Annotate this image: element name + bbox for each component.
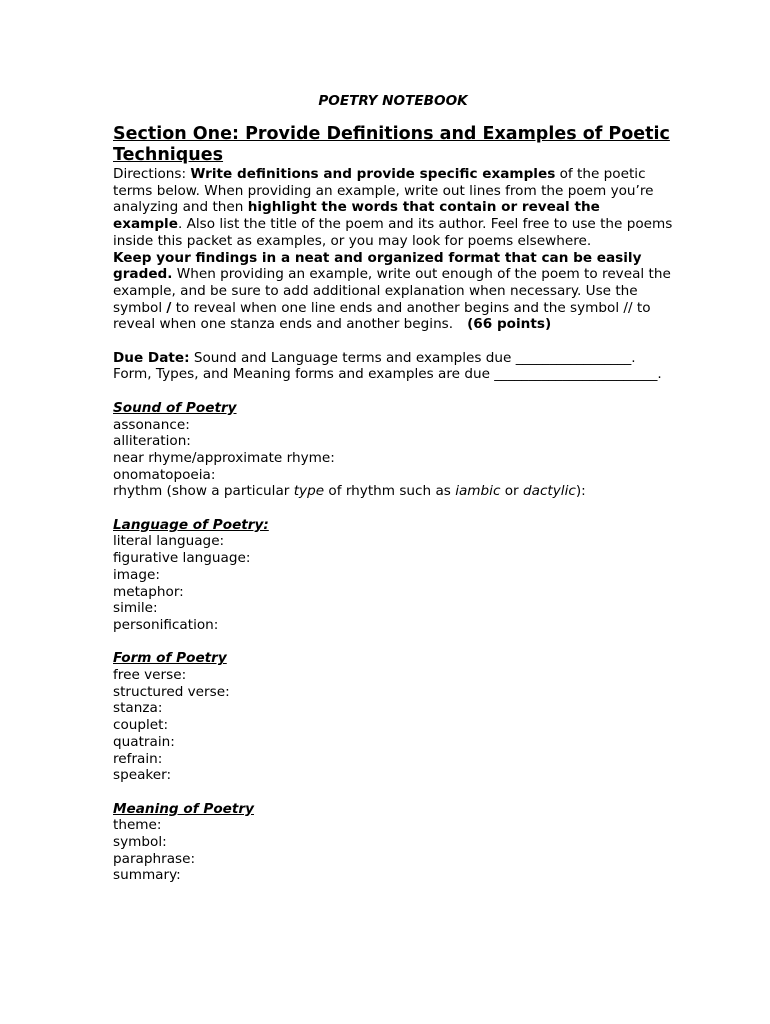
term-quatrain: quatrain: [113, 733, 175, 750]
term-metaphor: metaphor: [113, 583, 184, 600]
spacer [113, 500, 673, 517]
directions-text-1: of the poetic terms below. When providing an example, write out lines from the poem you’re analyzing and then [113, 166, 654, 216]
form-of-poetry-heading: Form of Poetry [113, 650, 227, 667]
term-image: image: [113, 566, 160, 583]
section-one-heading: Section One: Provide Definitions and Examples of Poetic Techniques [113, 124, 670, 165]
term-symbol: symbol: [113, 834, 167, 851]
findings-text-1: When providing an example, write out enough of the poem to reveal the example, and be sure to add additional explanation when necessary. Use the symbol [113, 266, 671, 316]
spacer [113, 784, 673, 801]
language-of-poetry-section [113, 517, 673, 634]
term-summary: summary: [113, 867, 181, 884]
term-assonance: assonance: [113, 416, 190, 433]
document-page [113, 92, 673, 884]
sound-of-poetry-heading: Sound of Poetry [113, 399, 237, 416]
directions-text-2: . Also list the title of the poem and its author. Feel free to use the poems inside this packet as examples, or you may look for poems elsewhere. [113, 216, 673, 249]
term-theme: theme: [113, 817, 162, 834]
rhythm-text-2: of rhythm such as [324, 483, 456, 500]
term-couplet: couplet: [113, 717, 169, 734]
term-refrain: refrain: [113, 750, 163, 767]
term-personification: personification: [113, 616, 219, 633]
directions-emphasis-1: Write definitions and provide specific examples [190, 166, 556, 182]
term-simile: simile: [113, 600, 158, 617]
meaning-of-poetry-section [113, 801, 673, 885]
rhythm-text-4: ): [575, 483, 586, 500]
rhythm-iambic: iambic [455, 483, 501, 500]
term-onomatopoeia: onomatopoeia: [113, 466, 216, 483]
rhythm-dactylic: dactylic [522, 483, 576, 500]
term-near-rhyme: near rhyme/approximate rhyme: [113, 449, 335, 466]
points-value: (66 points) [467, 316, 552, 333]
findings-paragraph [113, 250, 673, 334]
rhythm-text-1: rhythm (show a particular [113, 483, 294, 500]
term-speaker: speaker: [113, 767, 172, 784]
findings-text-2: to reveal when one line ends and another begins and the symbol // to reveal when one stanza ends and another begins. [113, 299, 651, 333]
form-of-poetry-section [113, 650, 673, 784]
term-rhythm [113, 483, 673, 500]
due-date-paragraph [113, 350, 673, 383]
spacer [113, 634, 673, 651]
term-free-verse: free verse: [113, 667, 187, 684]
term-paraphrase: paraphrase: [113, 850, 196, 867]
term-alliteration: alliteration: [113, 433, 191, 450]
sound-of-poetry-section [113, 400, 673, 500]
term-literal-language: literal language: [113, 533, 225, 550]
document-title: POETRY NOTEBOOK [318, 93, 468, 109]
term-stanza: stanza: [113, 700, 163, 717]
directions-label: Directions: [113, 166, 191, 182]
directions-paragraph [113, 166, 673, 250]
term-figurative-language: figurative language: [113, 550, 251, 567]
rhythm-type: type [293, 483, 325, 500]
due-date-label: Due Date: [113, 349, 190, 366]
line-symbol: / [166, 299, 172, 316]
spacer [113, 333, 673, 350]
due-date-text: Sound and Language terms and examples due _________________. Form, Types, and Meaning forms and examples are due ________________________. [113, 349, 662, 383]
term-structured-verse: structured verse: [113, 683, 230, 700]
findings-emphasis: Keep your findings in a neat and organized format that can be easily graded. [113, 249, 642, 283]
language-of-poetry-heading: Language of Poetry: [113, 516, 269, 533]
meaning-of-poetry-heading: Meaning of Poetry [113, 800, 254, 817]
rhythm-text-3: or [500, 483, 523, 500]
directions-emphasis-2: highlight the words that contain or reveal the example [113, 199, 600, 233]
spacer [113, 383, 673, 400]
